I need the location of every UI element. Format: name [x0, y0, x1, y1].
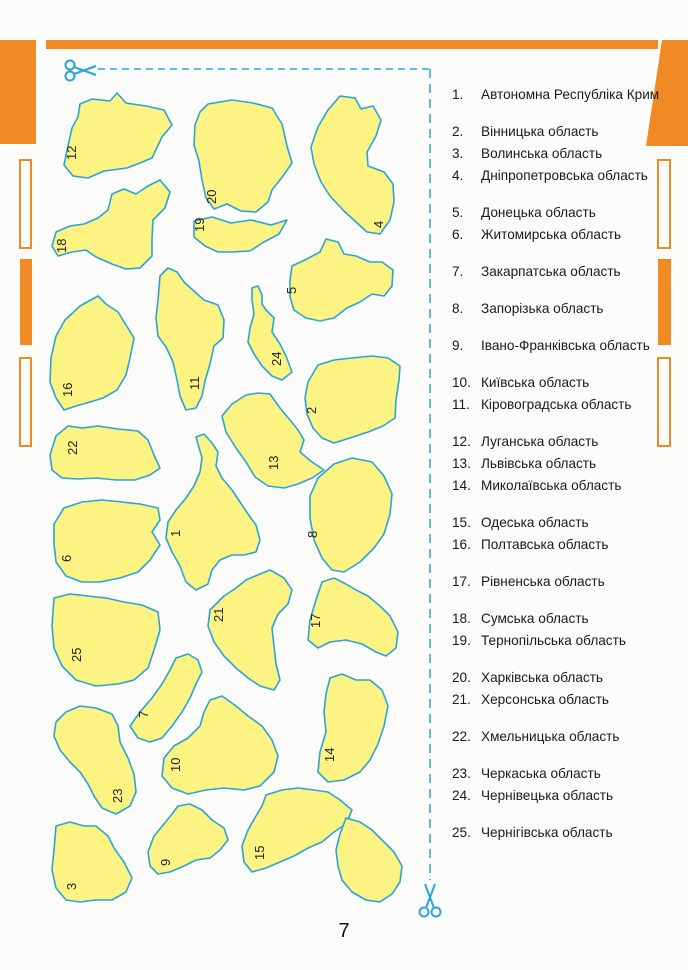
legend-item: [452, 167, 688, 204]
region-number-label: 18: [54, 238, 69, 253]
region-number-label: 2: [304, 406, 319, 414]
legend-item-name: Донецька область: [481, 205, 596, 220]
legend-item-number: 10.: [452, 375, 471, 390]
region-cutout: [318, 674, 388, 782]
legend-item: [452, 536, 688, 573]
legend-item: [452, 691, 688, 728]
region-number-label: 14: [322, 747, 337, 762]
legend-item-name: Вінницька область: [481, 124, 599, 139]
legend-item-name: Хмельницька область: [481, 729, 620, 744]
legend-item: [452, 433, 688, 455]
region-number-label: 1: [168, 529, 183, 537]
legend-item-number: 24.: [452, 788, 471, 803]
region-cutout: [308, 578, 398, 656]
legend-item-name: Чернівецька область: [481, 788, 614, 803]
legend-item: [452, 765, 688, 787]
region-number-label: 24: [269, 351, 284, 366]
region-number-label: 11: [187, 376, 202, 390]
region-cutout: [148, 804, 228, 874]
region-cutout: [52, 594, 160, 686]
legend-item: [452, 573, 688, 610]
legend-item-number: 11.: [452, 397, 470, 412]
legend-item-name: Закарпатська область: [481, 264, 621, 279]
region-cutout: [156, 268, 224, 410]
legend-item-name: Миколаївська область: [481, 478, 622, 493]
legend-item-number: 16.: [452, 537, 471, 552]
region-number-label: 3: [64, 882, 79, 890]
region-cutout: [248, 286, 292, 380]
legend-item: [452, 300, 688, 337]
region-number-label: 22: [65, 440, 80, 455]
legend-item-name: Черкаська область: [481, 766, 601, 781]
region-shape: [54, 500, 160, 582]
legend-item-number: 20.: [452, 670, 471, 685]
regions-legend: [452, 86, 688, 861]
legend-item-name: Львівська область: [481, 456, 597, 471]
region-number-label: 16: [60, 382, 75, 397]
region-number-label: 7: [136, 710, 151, 718]
region-number-label: 19: [192, 217, 207, 232]
region-cutout: [54, 706, 136, 814]
legend-item: [452, 455, 688, 477]
region-cutout: [54, 500, 160, 582]
legend-item-name: Київська область: [481, 375, 590, 390]
region-cutout: [305, 458, 392, 572]
region-shape: [64, 93, 172, 178]
legend-item: [452, 86, 688, 123]
region-shape: [52, 594, 160, 686]
legend-item: [452, 263, 688, 300]
legend-item-name: Харківська область: [481, 670, 604, 685]
legend-item-name: Херсонська область: [481, 692, 609, 707]
legend-item: [452, 123, 688, 145]
legend-item-name: Івано-Франківська область: [481, 338, 650, 353]
region-shape: [194, 217, 287, 252]
legend-item-name: Сумська область: [481, 611, 589, 626]
region-number-label: 23: [110, 788, 125, 803]
region-cutout: [192, 217, 287, 252]
region-number-label: 25: [69, 647, 84, 662]
region-shape: [336, 818, 402, 902]
legend-item-number: 21.: [452, 692, 471, 707]
region-shape: [208, 570, 292, 690]
legend-item-number: 15.: [452, 515, 471, 530]
legend-item-number: 8.: [452, 301, 464, 316]
page-number: 7: [338, 920, 350, 942]
legend-item-number: 1.: [452, 87, 464, 102]
legend-item: [452, 226, 688, 263]
legend-item: [452, 204, 688, 226]
legend-item: [452, 824, 688, 861]
legend-item-number: 9.: [452, 338, 464, 353]
region-shape: [305, 356, 400, 443]
legend-item-number: 2.: [452, 124, 464, 139]
legend-item: [452, 145, 688, 167]
region-cutout: [284, 239, 393, 321]
legend-item-name: Волинська область: [481, 146, 603, 161]
legend-item-number: 12.: [452, 434, 471, 449]
legend-item-number: 14.: [452, 478, 471, 493]
region-cutout: [52, 822, 132, 902]
legend-item-number: 3.: [452, 146, 464, 161]
legend-item: [452, 728, 688, 765]
legend-item: [452, 787, 688, 824]
region-number-label: 20: [204, 189, 219, 204]
legend-item-name: Полтавська область: [481, 537, 609, 552]
region-number-label: 17: [308, 613, 323, 628]
legend-item: [452, 477, 688, 514]
legend-item: [452, 610, 688, 632]
region-cutout: [311, 96, 394, 234]
legend-item-number: 18.: [452, 611, 471, 626]
legend-item: [452, 396, 688, 433]
legend-item-name: Луганська область: [481, 434, 599, 449]
legend-item-number: 19.: [452, 633, 471, 648]
legend-item-name: Дніпропетровська область: [481, 168, 648, 183]
region-cutout: [208, 570, 292, 690]
region-number-label: 15: [252, 845, 267, 860]
legend-item-name: Кіровоградська область: [481, 397, 632, 412]
region-cutout: [242, 788, 352, 872]
region-number-label: 10: [168, 757, 183, 772]
region-number-label: 6: [59, 554, 74, 562]
legend-item: [452, 374, 688, 396]
region-cutout: [52, 180, 170, 269]
legend-item-name: Рівненська область: [481, 574, 605, 589]
region-shape: [318, 674, 388, 782]
legend-item-name: Тернопільська область: [481, 633, 626, 648]
legend-item-number: 4.: [452, 168, 464, 183]
region-number-label: 4: [371, 220, 386, 228]
region-number-label: 8: [305, 530, 320, 538]
legend-item-number: 22.: [452, 729, 471, 744]
region-number-label: 5: [284, 286, 299, 294]
legend-item: [452, 669, 688, 691]
region-number-label: 21: [211, 607, 226, 622]
legend-item-number: 7.: [452, 264, 464, 279]
legend-item-number: 5.: [452, 205, 464, 220]
region-cutout: [336, 818, 402, 902]
legend-item-name: Запорізька область: [481, 301, 604, 316]
legend-item-number: 23.: [452, 766, 471, 781]
legend-item-number: 25.: [452, 825, 471, 840]
legend-item-name: Одеська область: [481, 515, 589, 530]
legend-item-name: Житомирська область: [481, 227, 622, 242]
region-number-label: 9: [158, 858, 173, 866]
region-shape: [310, 458, 392, 572]
legend-item-name: Чернігівська область: [481, 825, 613, 840]
legend-item-number: 13.: [452, 456, 471, 471]
region-shape: [311, 96, 394, 234]
region-cutout: [50, 296, 134, 410]
region-number-label: 13: [266, 455, 281, 470]
region-cutout: [50, 426, 160, 480]
legend-item: [452, 632, 688, 669]
region-cutout: [304, 356, 400, 443]
legend-item: [452, 514, 688, 536]
region-shape: [52, 180, 170, 269]
legend-item-number: 17.: [452, 574, 471, 589]
region-cutout: [194, 100, 292, 212]
region-shape: [290, 239, 393, 321]
region-cutout: [64, 93, 172, 178]
legend-item-number: 6.: [452, 227, 464, 242]
legend-item-name: Автономна Республіка Крим: [481, 87, 660, 102]
legend-item: [452, 337, 688, 374]
region-number-label: 12: [64, 145, 79, 160]
